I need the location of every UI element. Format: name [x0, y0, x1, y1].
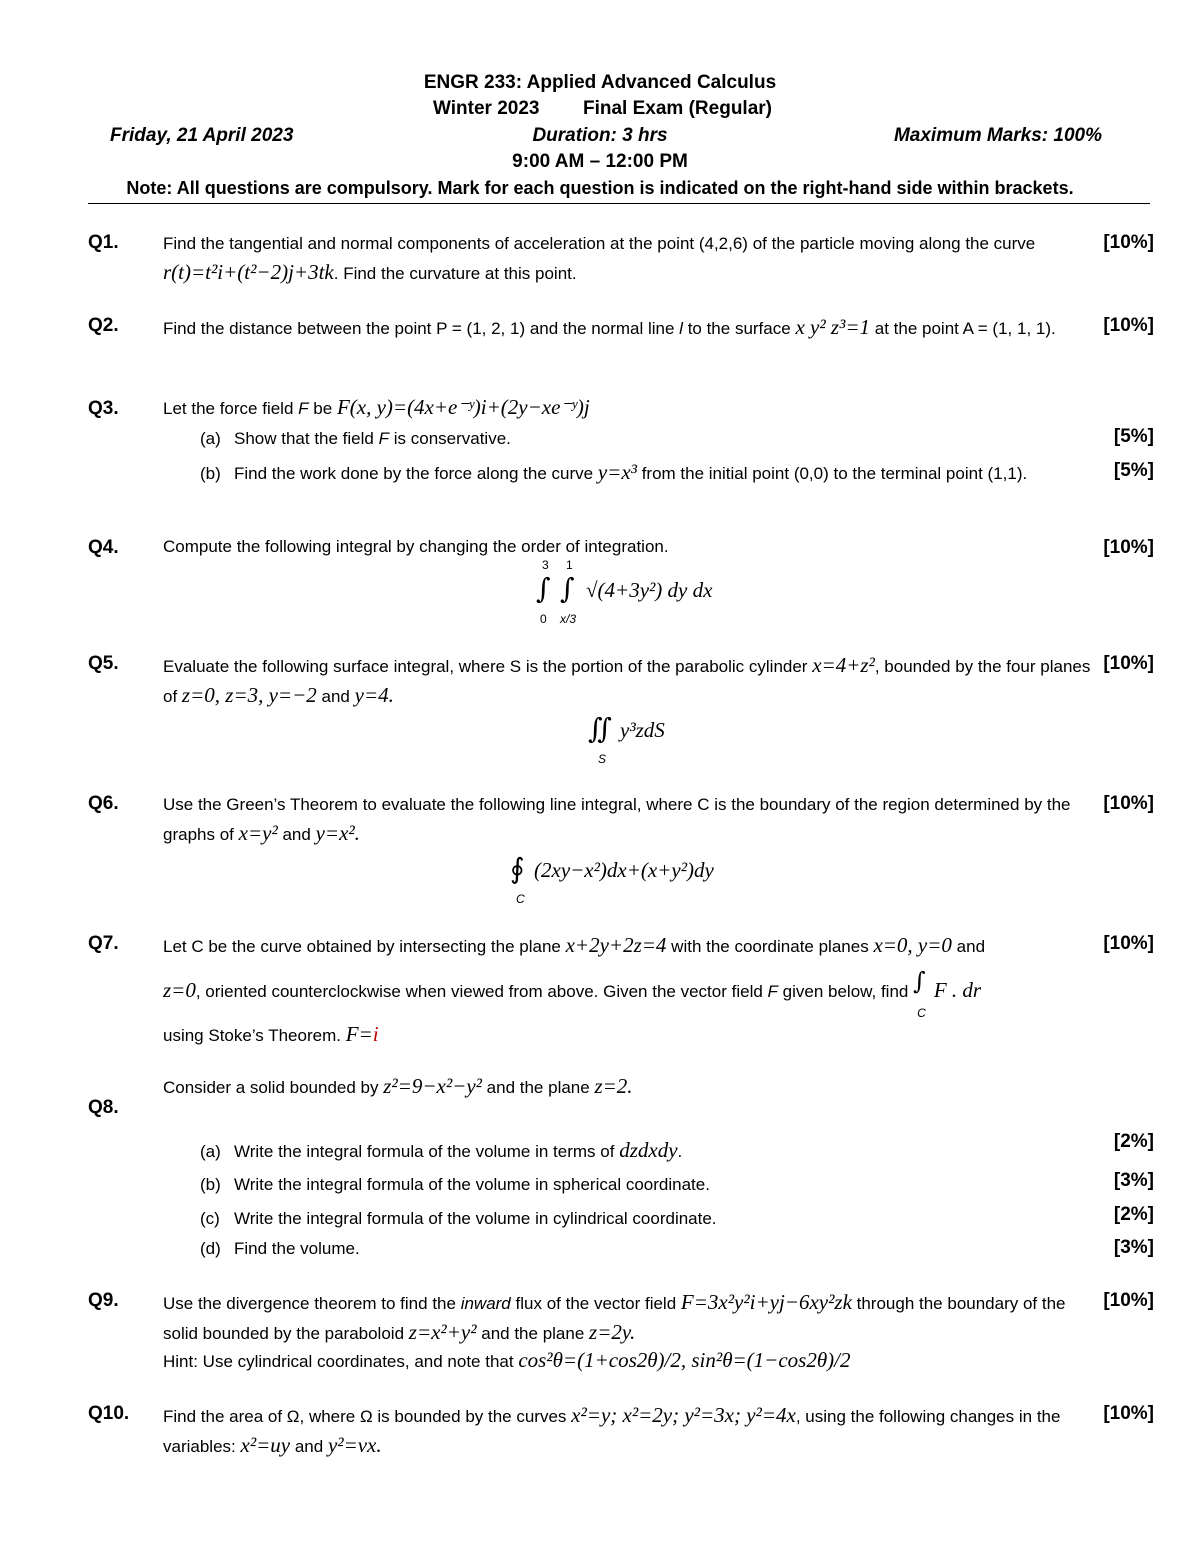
- course-title: ENGR 233: Applied Advanced Calculus: [423, 72, 777, 93]
- math-expression: r(t)=t²i+(t²−2)j+3tk: [163, 260, 334, 284]
- question-9-text: Use the divergence theorem to find the inward flux of the vector field F=3x²y²i+yj−6xy²zk through the boundary of the solid bounded by the paraboloid z=x²+y² and the plane z=2y.: [163, 1290, 1066, 1344]
- question-mark: [10%]: [1103, 232, 1154, 253]
- math-expression: F=: [345, 1022, 373, 1046]
- question-mark: [10%]: [1103, 1290, 1154, 1311]
- exam-type: Final Exam (Regular): [583, 98, 772, 119]
- math-expression: F(x, y)=(4x+e⁻ʸ)i+(2y−xe⁻ʸ)j: [336, 395, 590, 419]
- math-expression: z=2y.: [589, 1320, 636, 1344]
- math-expression: x²=uy: [240, 1433, 291, 1457]
- question-7-line-2: z=0, oriented counterclockwise when viewed from above. Given the vector field F given below, find ∫ C F . dr: [163, 967, 982, 1020]
- question-mark: [10%]: [1103, 933, 1154, 954]
- question-number: Q1.: [88, 232, 119, 253]
- question-3-text: Let the force field F be F(x, y)=(4x+e⁻ʸ)i+(2y−xe⁻ʸ)j: [163, 395, 590, 419]
- integral-sign: ∮: [510, 852, 525, 885]
- question-8a: (a) Write the integral formula of the volume in terms of dzdxdy.: [200, 1138, 683, 1162]
- math-expression: y²=vx.: [327, 1433, 382, 1457]
- math-expression: y=x³: [597, 460, 637, 484]
- question-number: Q10.: [88, 1403, 130, 1424]
- math-expression: x y² z³=1: [795, 315, 871, 339]
- math-expression: x²=y; x²=2y; y²=3x; y²=4x: [571, 1403, 796, 1427]
- question-7-line-1: Let C be the curve obtained by intersecting the plane x+2y+2z=4 with the coordinate planes x=0, y=0 and: [163, 933, 986, 957]
- question-mark: [3%]: [1113, 1170, 1154, 1191]
- question-number: Q7.: [88, 933, 119, 954]
- math-expression: z=x²+y²: [408, 1320, 477, 1344]
- integral-sign: ∬: [588, 712, 612, 745]
- exam-date: Friday, 21 April 2023: [110, 125, 294, 146]
- question-number: Q6.: [88, 793, 119, 814]
- math-expression: x+2y+2z=4: [565, 933, 667, 957]
- math-expression: z=0: [163, 978, 196, 1002]
- question-mark: [2%]: [1113, 1204, 1154, 1225]
- exam-time: 9:00 AM – 12:00 PM: [512, 151, 688, 172]
- question-mark: [2%]: [1113, 1131, 1154, 1152]
- line-integral-sign: ∫ C: [913, 967, 926, 1020]
- question-8-text: Consider a solid bounded by z²=9−x²−y² and the plane z=2.: [163, 1074, 633, 1098]
- math-expression: F . dr: [933, 978, 982, 1002]
- double-integral: 3 1 ∫ ∫ √(4+3y²) dy dx 0 x/3: [536, 558, 713, 626]
- math-expression: i: [372, 1022, 379, 1046]
- math-expression: cos²θ=(1+cos2θ)/2, sin²θ=(1−cos2θ)/2: [518, 1348, 851, 1372]
- question-mark: [10%]: [1103, 793, 1154, 814]
- integral-sign: ∫: [536, 572, 551, 605]
- question-mark: [10%]: [1103, 315, 1154, 336]
- question-mark: [3%]: [1113, 1237, 1154, 1258]
- question-6-text: Use the Green’s Theorem to evaluate the following line integral, where C is the boundary of the region determined by the graphs of x=y² and y=x².: [163, 795, 1071, 845]
- question-8b: (b) Write the integral formula of the volume in spherical coordinate.: [200, 1175, 710, 1194]
- question-number: Q5.: [88, 653, 119, 674]
- max-marks: Maximum Marks: 100%: [893, 125, 1102, 146]
- question-8c: (c) Write the integral formula of the volume in cylindrical coordinate.: [200, 1209, 717, 1228]
- question-3b: (b) Find the work done by the force along the curve y=x³ from the initial point (0,0) to the terminal point (1,1).: [200, 460, 1028, 484]
- surface-integral: ∬ y³zdS S: [588, 712, 665, 766]
- question-5-text: Evaluate the following surface integral, where S is the portion of the parabolic cylinder x=4+z², bounded by the four planes of z=0, z=3, y=−2 and y=4.: [163, 653, 1091, 707]
- question-number: Q4.: [88, 537, 119, 558]
- math-expression: y=x².: [315, 821, 360, 845]
- header-divider: [88, 203, 1150, 204]
- question-mark: [10%]: [1103, 1403, 1154, 1424]
- line-integral: ∮ (2xy−x²)dx+(x+y²)dy C: [510, 852, 714, 906]
- exam-duration: Duration: 3 hrs: [532, 125, 668, 146]
- math-expression: dzdxdy: [619, 1138, 678, 1162]
- math-expression: y=4.: [354, 683, 394, 707]
- question-number: Q2.: [88, 315, 119, 336]
- question-mark: [5%]: [1113, 426, 1154, 447]
- exam-term: Winter 2023: [433, 98, 540, 119]
- question-10-text: Find the area of Ω, where Ω is bounded by the curves x²=y; x²=2y; y²=3x; y²=4x, using the following changes in the variables: x²=uy and y²=vx.: [163, 1403, 1061, 1457]
- question-2-text: Find the distance between the point P = (1, 2, 1) and the normal line l to the surface x y² z³=1 at the point A = (1, 1, 1).: [163, 315, 1056, 339]
- question-3a: (a) Show that the field F is conservative.: [200, 429, 511, 448]
- question-number: Q8.: [88, 1097, 119, 1118]
- math-expression: z=2.: [594, 1074, 633, 1098]
- math-expression: F=3x²y²i+yj−6xy²zk: [680, 1290, 852, 1314]
- question-8d: (d) Find the volume.: [200, 1239, 360, 1258]
- integral-sign: ∫: [560, 572, 575, 605]
- question-1-text: Find the tangential and normal components of acceleration at the point (4,2,6) of the particle moving along the curve r(t)=t²i+(t²−2)j+3tk. Find the curvature at this point.: [163, 234, 1036, 284]
- exam-note: Note: All questions are compulsory. Mark for each question is indicated on the right-hand side within brackets.: [126, 178, 1074, 198]
- math-expression: x=0, y=0: [873, 933, 952, 957]
- math-expression: x=4+z²: [812, 653, 875, 677]
- question-mark: [10%]: [1103, 537, 1154, 558]
- question-number: Q3.: [88, 398, 119, 419]
- question-mark: [10%]: [1103, 653, 1154, 674]
- question-number: Q9.: [88, 1290, 119, 1311]
- math-expression: z=0, z=3, y=−2: [181, 683, 317, 707]
- question-4-text: Compute the following integral by changing the order of integration.: [163, 537, 669, 556]
- question-9-hint: Hint: Use cylindrical coordinates, and note that cos²θ=(1+cos2θ)/2, sin²θ=(1−cos2θ)/2: [163, 1348, 851, 1372]
- question-mark: [5%]: [1113, 460, 1154, 481]
- question-7-line-3: using Stoke’s Theorem. F=i: [163, 1022, 379, 1046]
- math-expression: z²=9−x²−y²: [383, 1074, 482, 1098]
- math-expression: x=y²: [238, 821, 278, 845]
